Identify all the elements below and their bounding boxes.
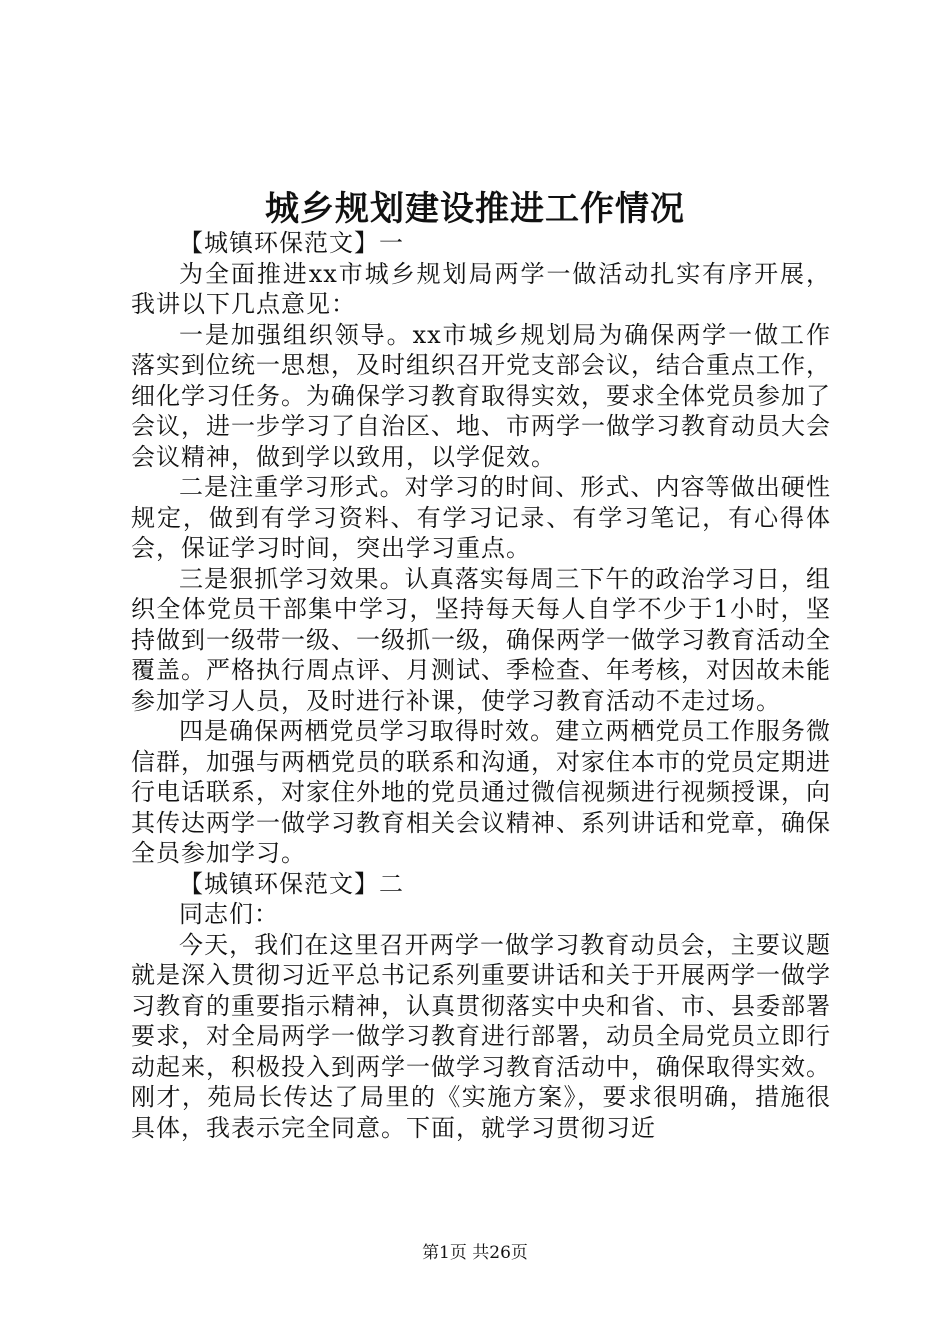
paragraph-point-3: 三是狠抓学习效果。认真落实每周三下午的政治学习日，组织全体党员干部集中学习，坚持每天每人自学不少于1小时，坚持做到一级带一级、一级抓一级，确保两学一做学习教育活动全覆盖。严格执行周点评、月测试、季检查、年考核，对因故未能参加学习人员，及时进行补课，使学习教育活动不走过场。	[131, 564, 831, 715]
paragraph-point-1: 一是加强组织领导。xx市城乡规划局为确保两学一做工作落实到位统一思想，及时组织召开党支部会议，结合重点工作，细化学习任务。为确保学习教育取得实效，要求全体党员参加了会议，进一步学习了自治区、地、市两学一做学习教育动员大会会议精神，做到学以致用，以学促效。	[131, 320, 831, 471]
paragraph-section-heading-1: 【城镇环保范文】一	[179, 229, 404, 257]
paragraph-intro: 为全面推进xx市城乡规划局两学一做活动扎实有序开展，我讲以下几点意见：	[131, 259, 831, 318]
paragraph-speech: 今天，我们在这里召开两学一做学习教育动员会，主要议题就是深入贯彻习近平总书记系列重要讲话和关于开展两学一做学习教育的重要指示精神，认真贯彻落实中央和省、市、县委部署要求，对全局两学一做学习教育进行部署，动员全局党员立即行动起来，积极投入到两学一做学习教育活动中，确保取得实效。刚才，苑局长传达了局里的《实施方案》，要求很明确，措施很具体，我表示完全同意。下面，就学习贯彻习近	[131, 930, 831, 1142]
paragraph-section-heading-2: 【城镇环保范文】二	[179, 869, 404, 898]
page-number-footer: 第1页 共26页	[422, 1243, 528, 1263]
paragraph-salutation: 同志们：	[179, 900, 279, 928]
paragraph-point-4: 四是确保两栖党员学习取得时效。建立两栖党员工作服务微信群，加强与两栖党员的联系和沟通，对家住本市的党员定期进行电话联系，对家住外地的党员通过微信视频进行视频授课，向其传达两学一做学习教育相关会议精神、系列讲话和党章，确保全员参加学习。	[131, 717, 831, 867]
document-body	[131, 228, 831, 1143]
paragraph-point-2: 二是注重学习形式。对学习的时间、形式、内容等做出硬性规定，做到有学习资料、有学习记录、有学习笔记，有心得体会，保证学习时间，突出学习重点。	[131, 473, 831, 562]
document-title: 城乡规划建设推进工作情况	[265, 189, 685, 229]
